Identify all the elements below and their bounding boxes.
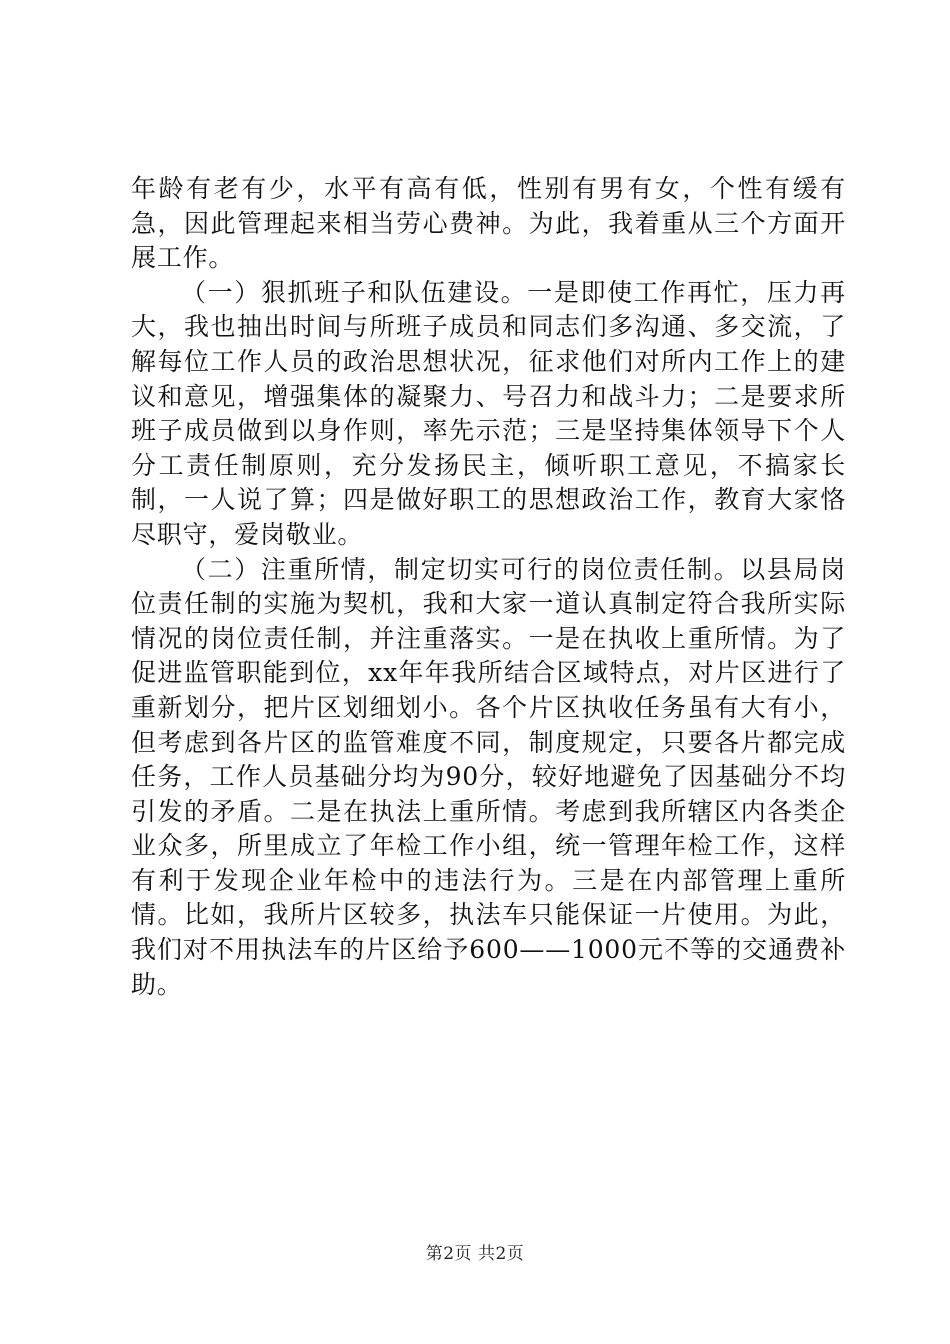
document-body xyxy=(131,172,846,1002)
page-number-footer: 第2页 共2页 xyxy=(425,1244,525,1264)
paragraph-2: （一）狠抓班子和队伍建设。一是即使工作再忙，压力再大，我也抽出时间与所班子成员和同志们多沟通、多交流，了解每位工作人员的政治思想状况，征求他们对所内工作上的建议和意见，增强集体的凝聚力、号召力和战斗力；二是要求所班子成员做到以身作则，率先示范；三是坚持集体领导下个人分工责任制原则，充分发扬民主，倾听职工意见，不搞家长制，一人说了算；四是做好职工的思想政治工作，教育大家恪尽职守，爱岗敬业。 xyxy=(131,277,846,549)
paragraph-1: 年龄有老有少，水平有高有低，性别有男有女，个性有缓有急，因此管理起来相当劳心费神。为此，我着重从三个方面开展工作。 xyxy=(131,174,846,273)
paragraph-3: （二）注重所情，制定切实可行的岗位责任制。以县局岗位责任制的实施为契机，我和大家一道认真制定符合我所实际情况的岗位责任制，并注重落实。一是在执收上重所情。为了促进监管职能到位，xx年年我所结合区域特点，对片区进行了重新划分，把片区划细划小。各个片区执收任务虽有大有小，但考虑到各片区的监管难度不同，制度规定，只要各片都完成任务，工作人员基础分均为90分，较好地避免了因基础分不均引发的矛盾。二是在执法上重所情。考虑到我所辖区内各类企业众多，所里成立了年检工作小组，统一管理年检工作，这样有利于发现企业年检中的违法行为。三是在内部管理上重所情。比如，我所片区较多，执法车只能保证一片使用。为此，我们对不用执法车的片区给予600——1000元不等的交通费补助。 xyxy=(131,554,846,999)
